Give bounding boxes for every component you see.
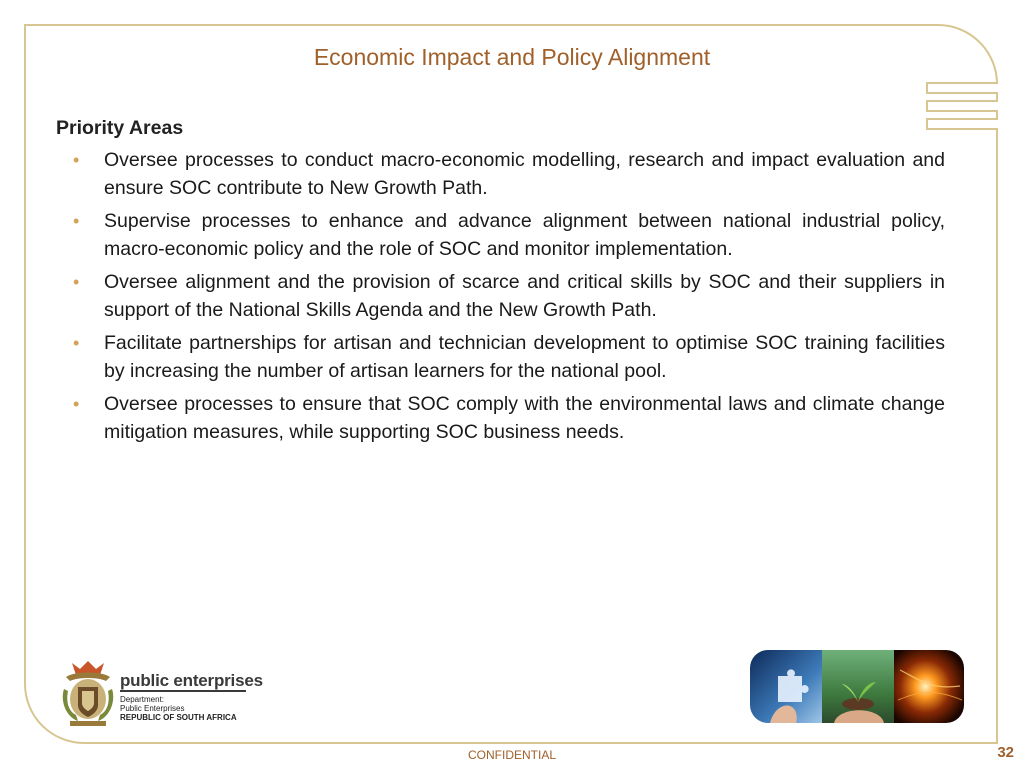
bullet-text: Oversee processes to ensure that SOC comply with the environmental laws and climate change mitigation measures, while supporting SOC business needs. <box>104 393 945 443</box>
bullet-list <box>56 146 945 446</box>
bullet-item <box>56 146 945 202</box>
photo-strip-image <box>750 650 964 723</box>
bullet-icon: • <box>73 333 80 353</box>
logo-line: Department: <box>120 695 165 704</box>
bullet-item <box>56 329 945 385</box>
decorative-bar <box>926 100 998 112</box>
bullet-icon: • <box>73 150 80 170</box>
bullet-text: Facilitate partnerships for artisan and technician development to optimise SOC training facilities by increasing the number of artisan learners for the national pool. <box>104 332 945 382</box>
logo-wordmark: public enterprises <box>120 671 263 690</box>
bullet-icon: • <box>73 211 80 231</box>
logo-line: REPUBLIC OF SOUTH AFRICA <box>120 713 237 722</box>
logo-divider <box>120 690 246 692</box>
bullet-item <box>56 390 945 446</box>
bullet-icon: • <box>73 272 80 292</box>
bullet-item <box>56 207 945 263</box>
bullet-item <box>56 268 945 324</box>
section-heading: Priority Areas <box>56 117 184 139</box>
bullet-text: Oversee processes to conduct macro-economic modelling, research and impact evaluation and ensure SOC contribute to New Growth Path. <box>104 149 945 199</box>
bullet-text: Oversee alignment and the provision of scarce and critical skills by SOC and their suppliers in support of the National Skills Agenda and the New Growth Path. <box>104 271 945 321</box>
logo-subtitle <box>120 695 237 722</box>
bullet-icon: • <box>73 394 80 414</box>
decorative-bar <box>926 82 998 94</box>
slide-title: Economic Impact and Policy Alignment <box>313 44 711 70</box>
confidential-label: CONFIDENTIAL <box>467 748 556 762</box>
slide-content <box>56 114 945 451</box>
bullet-text: Supervise processes to enhance and advance alignment between national industrial policy, macro-economic policy and the role of SOC and monitor implementation. <box>104 210 945 260</box>
page-number: 32 <box>997 744 1014 761</box>
logo-line: Public Enterprises <box>120 704 185 713</box>
